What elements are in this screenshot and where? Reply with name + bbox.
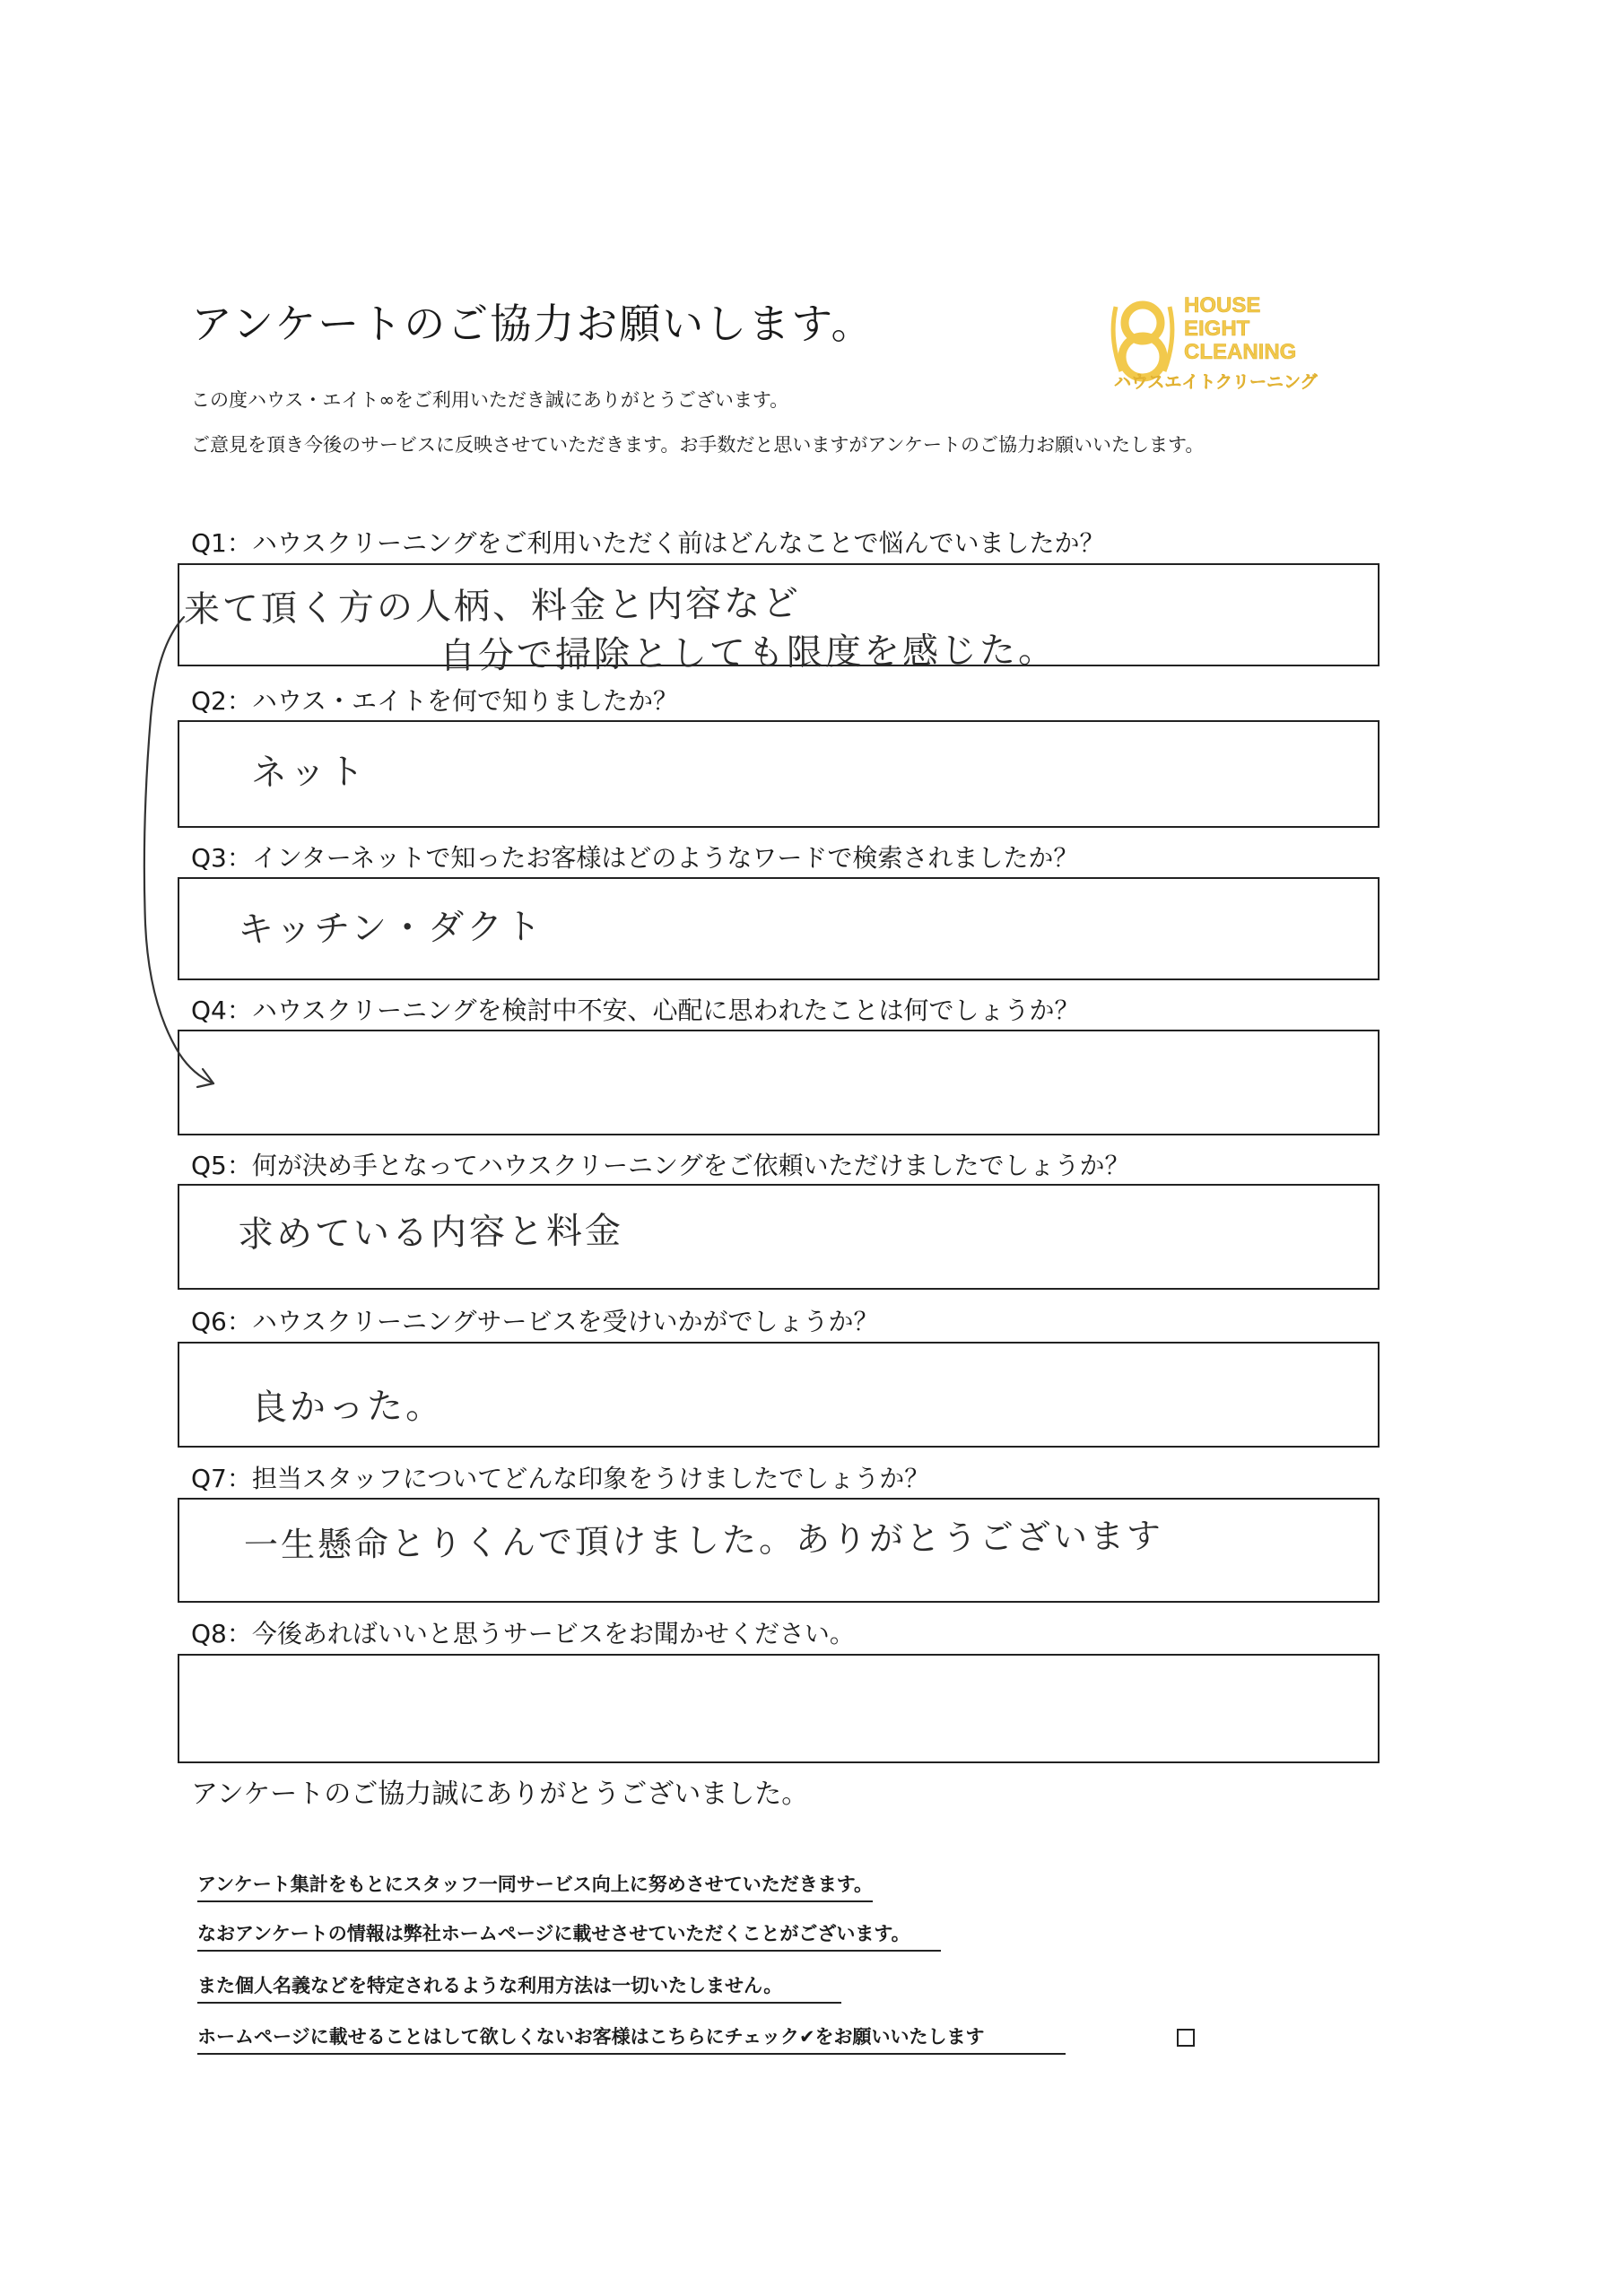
- question-8-label: Q8：今後あればいいと思うサービスをお聞かせください。: [191, 1619, 855, 1648]
- figure-eight-logo-icon: [1113, 305, 1172, 378]
- answer-box-8[interactable]: [178, 1654, 1380, 1763]
- company-logo: [1105, 289, 1334, 396]
- intro-line-1: この度ハウス・エイト∞をご利用いただき誠にありがとうございます。: [191, 389, 789, 411]
- note-line-1: アンケート集計をもとにスタッフ一同サービス向上に努めさせていただきます。: [197, 1870, 873, 1902]
- question-1-label: Q1：ハウスクリーニングをご利用いただく前はどんなことで悩んでいましたか？: [191, 528, 1105, 558]
- question-7-label: Q7：担当スタッフについてどんな印象をうけましたでしょうか？: [191, 1464, 930, 1493]
- question-5-label: Q5：何が決め手となってハウスクリーニングをご依頼いただけましたでしょうか？: [191, 1151, 1130, 1180]
- page-title: アンケートのご協力お願いします。: [191, 300, 875, 348]
- note-line-4: ホームページに載せることはして欲しくないお客様はこちらにチェック✔をお願いいたします: [197, 2022, 1066, 2055]
- logo-subtitle: ハウスエイトクリーニング: [1114, 372, 1318, 392]
- question-6-label: Q6：ハウスクリーニングサービスを受けいかがでしょうか？: [191, 1307, 879, 1336]
- answer-5: 求めている内容と料金: [237, 1210, 624, 1256]
- question-4-label: Q4：ハウスクリーニングを検討中不安、心配に思われたことは何でしょうか？: [191, 996, 1080, 1025]
- question-3-label: Q3：インターネットで知ったお客様はどのようなワードで検索されましたか？: [191, 843, 1079, 873]
- answer-box-4[interactable]: [178, 1030, 1380, 1135]
- opt-out-checkbox[interactable]: [1177, 2029, 1195, 2047]
- answer-1-line-2: 自分で掃除としても限度を感じた。: [439, 629, 1058, 677]
- answer-6: 良かった。: [250, 1385, 445, 1429]
- question-2-label: Q2：ハウス・エイトを何で知りましたか？: [191, 686, 679, 716]
- answer-7: 一生懸命とりくんで頂けました。ありがとうございます: [243, 1516, 1164, 1565]
- logo-line2: EIGHT: [1184, 317, 1250, 341]
- logo-line1: HOUSE: [1184, 293, 1261, 317]
- note-line-3: また個人名義などを特定されるような利用方法は一切いたしません。: [197, 1971, 841, 2004]
- note-line-2: なおアンケートの情報は弊社ホームページに載せさせていただくことがございます。: [197, 1919, 941, 1952]
- answer-2: ネット: [250, 751, 368, 794]
- answer-3: キッチン・ダクト: [237, 906, 544, 951]
- logo-line3: CLEANING: [1184, 340, 1297, 364]
- answer-1-line-1: 来て頂く方の人柄、料金と内容など: [183, 582, 802, 631]
- thanks-message: アンケートのご協力誠にありがとうございました。: [191, 1779, 809, 1810]
- intro-line-2: ご意見を頂き今後のサービスに反映させていただきます。お手数だと思いますがアンケートのご協力お願いいたします。: [191, 434, 1205, 456]
